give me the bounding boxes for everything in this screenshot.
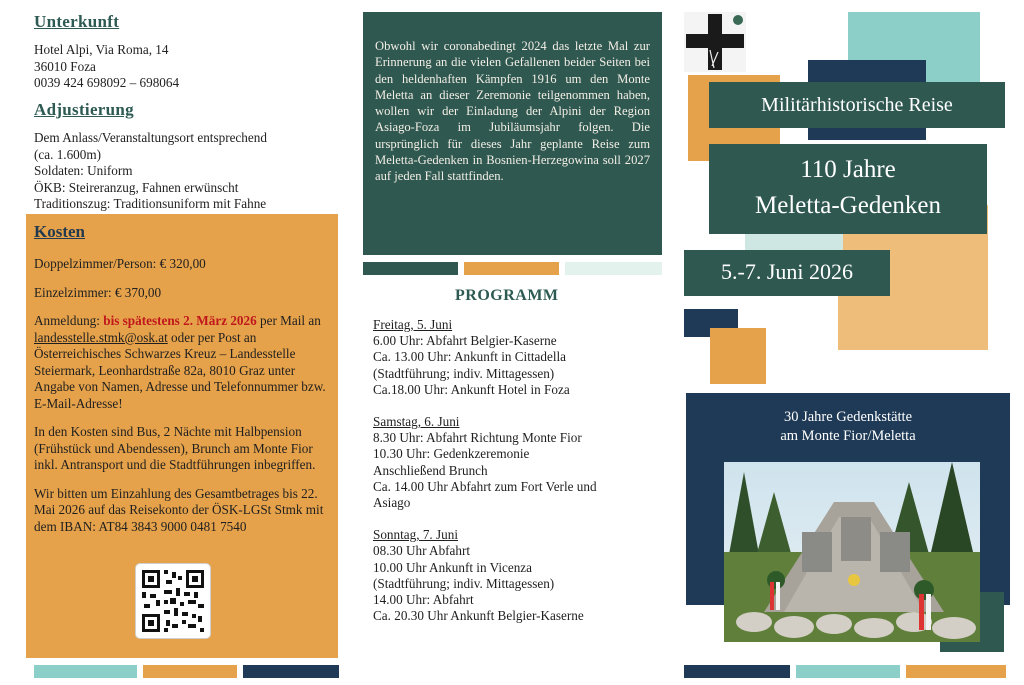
program-item: Anschließend Brunch — [373, 462, 488, 478]
main-title-box — [709, 144, 987, 234]
anmeldung-text — [34, 313, 330, 412]
hotel-phone: 0039 424 698092 – 698064 — [34, 75, 180, 90]
main-title-line1: 110 Jahre — [800, 156, 896, 183]
decor-strip-teal — [796, 665, 900, 678]
decor-strip-mint — [565, 262, 662, 275]
unterkunft-heading: Unterkunft — [34, 12, 120, 31]
hotel-name: Hotel Alpi, Via Roma, 14 — [34, 42, 169, 57]
qr-code-icon[interactable] — [135, 563, 211, 639]
program-day — [373, 527, 663, 624]
program-item: (Stadtführung; indiv. Mittagessen) — [373, 575, 555, 591]
zahlung-text: Wir bitten um Einzahlung des Gesamtbetrages bis 22. Mai 2026 auf das Reisekonto der ÖSK-LGSt Stmk mit dem IBAN: AT84 3843 9000 0481 7540 — [34, 485, 324, 534]
kosten-box — [26, 214, 338, 658]
day-title: Samstag, 6. Juni — [373, 414, 460, 430]
decor-strip-orange — [906, 665, 1006, 678]
adjustierung-line: ÖKB: Steireranzug, Fahnen erwünscht — [34, 179, 239, 195]
black-cross-logo-icon — [684, 12, 746, 72]
day-title: Sonntag, 7. Juni — [373, 527, 458, 543]
adjustierung-heading: Adjustierung — [34, 100, 134, 119]
anmeldung-label: Anmeldung: — [34, 313, 104, 328]
program-item: 08.30 Uhr Abfahrt — [373, 543, 471, 559]
memorial-caption — [686, 408, 1010, 446]
inklusive-text: In den Kosten sind Bus, 2 Nächte mit Halbpension (Frühstück und Abendessen), Brunch am Monte Fior inkl. Antransport und die Stadtführungen inbegriffen. — [34, 424, 316, 472]
decor-strip-orange — [143, 665, 237, 678]
day-title: Freitag, 5. Juni — [373, 317, 453, 332]
programm-list — [373, 317, 663, 624]
adjustierung-line: Dem Anlass/Veranstaltungsort entsprechend — [34, 130, 267, 145]
doppelzimmer-price: Doppelzimmer/Person: € 320,00 — [34, 256, 206, 271]
program-day — [373, 317, 663, 398]
program-item: Asiago — [373, 495, 411, 511]
date-box — [684, 250, 890, 296]
program-item: Ca.18.00 Uhr: Ankunft Hotel in Foza — [373, 381, 570, 397]
program-item: 10.30 Uhr: Gedenkzeremonie — [373, 446, 530, 462]
einzelzimmer-price: Einzelzimmer: € 370,00 — [34, 284, 162, 300]
intro-text: Obwohl wir coronabedingt 2024 das letzte Mal zur Erinnerung an die vielen Gefallenen beider Seiten bei den heldenhaften Kämpfen 1916 um den Monte Meletta an dieser Zeremonie teilgenommen haben, wollen wir der Einladung der Alpini der Region Asiago-Foza im Jubiläumsjahr folgen. Die ursprünglich für dieses Jahr geplante Reise zum Meletta-Gedenken in Bosnien-Herzegowina soll 2027 auf jeden Fall stattfinden. — [375, 39, 650, 184]
anmeldung-post-text: oder per Post an Österreichisches Schwarzes Kreuz – Landesstelle Steiermark, Leonhardstraße 82a, 8010 Graz unter Angabe von Namen, Adresse und Telefonnummer bzw. E-Mail-Adresse! — [34, 329, 326, 411]
program-item: Ca. 14.00 Uhr Abfahrt zum Fort Verle und — [373, 478, 597, 494]
subtitle: Militärhistorische Reise — [761, 94, 953, 116]
adjustierung-details — [34, 130, 267, 213]
memorial-line1: 30 Jahre Gedenkstätte — [783, 409, 913, 425]
email-link[interactable]: landesstelle.stmk@osk.at — [34, 329, 168, 345]
adjustierung-line: Traditionszug: Traditionsuniform mit Fahne — [34, 196, 267, 211]
hotel-city: 36010 Foza — [34, 58, 96, 74]
kosten-heading: Kosten — [34, 222, 85, 241]
anmeldung-mail-label: per Mail an — [256, 313, 321, 328]
program-item: 6.00 Uhr: Abfahrt Belgier-Kaserne — [373, 333, 557, 349]
decor-strip-green — [363, 262, 458, 275]
decor-strip-orange — [464, 262, 559, 275]
memorial-line2: am Monte Fior/Meletta — [780, 428, 916, 444]
unterkunft-details — [34, 42, 179, 92]
program-item: Ca. 20.30 Uhr Ankunft Belgier-Kaserne — [373, 608, 584, 624]
program-item: 8.30 Uhr: Abfahrt Richtung Monte Fior — [373, 430, 582, 446]
program-item: (Stadtführung; indiv. Mittagessen) — [373, 365, 555, 381]
adjustierung-line: (ca. 1.600m) — [34, 146, 102, 162]
program-item: 10.00 Uhr Ankunft in Vicenza — [373, 559, 533, 575]
event-date: 5.-7. Juni 2026 — [721, 259, 853, 284]
intro-box — [363, 12, 662, 255]
memorial-photo — [724, 462, 980, 642]
program-item: Ca. 13.00 Uhr: Ankunft in Cittadella — [373, 349, 567, 365]
decor-strip-navy — [243, 665, 339, 678]
main-title-line2: Meletta-Gedenken — [754, 192, 942, 219]
anmeldung-deadline: bis spätestens 2. März 2026 — [103, 313, 257, 328]
kosten-body — [34, 256, 330, 535]
decor-block-orange-small — [710, 328, 766, 384]
decor-strip-navy — [684, 665, 790, 678]
program-item: 14.00 Uhr: Abfahrt — [373, 592, 474, 608]
subtitle-box — [709, 82, 1005, 128]
adjustierung-line: Soldaten: Uniform — [34, 163, 133, 178]
program-day — [373, 414, 663, 511]
programm-title: PROGRAMM — [455, 287, 559, 304]
decor-strip-teal — [34, 665, 137, 678]
